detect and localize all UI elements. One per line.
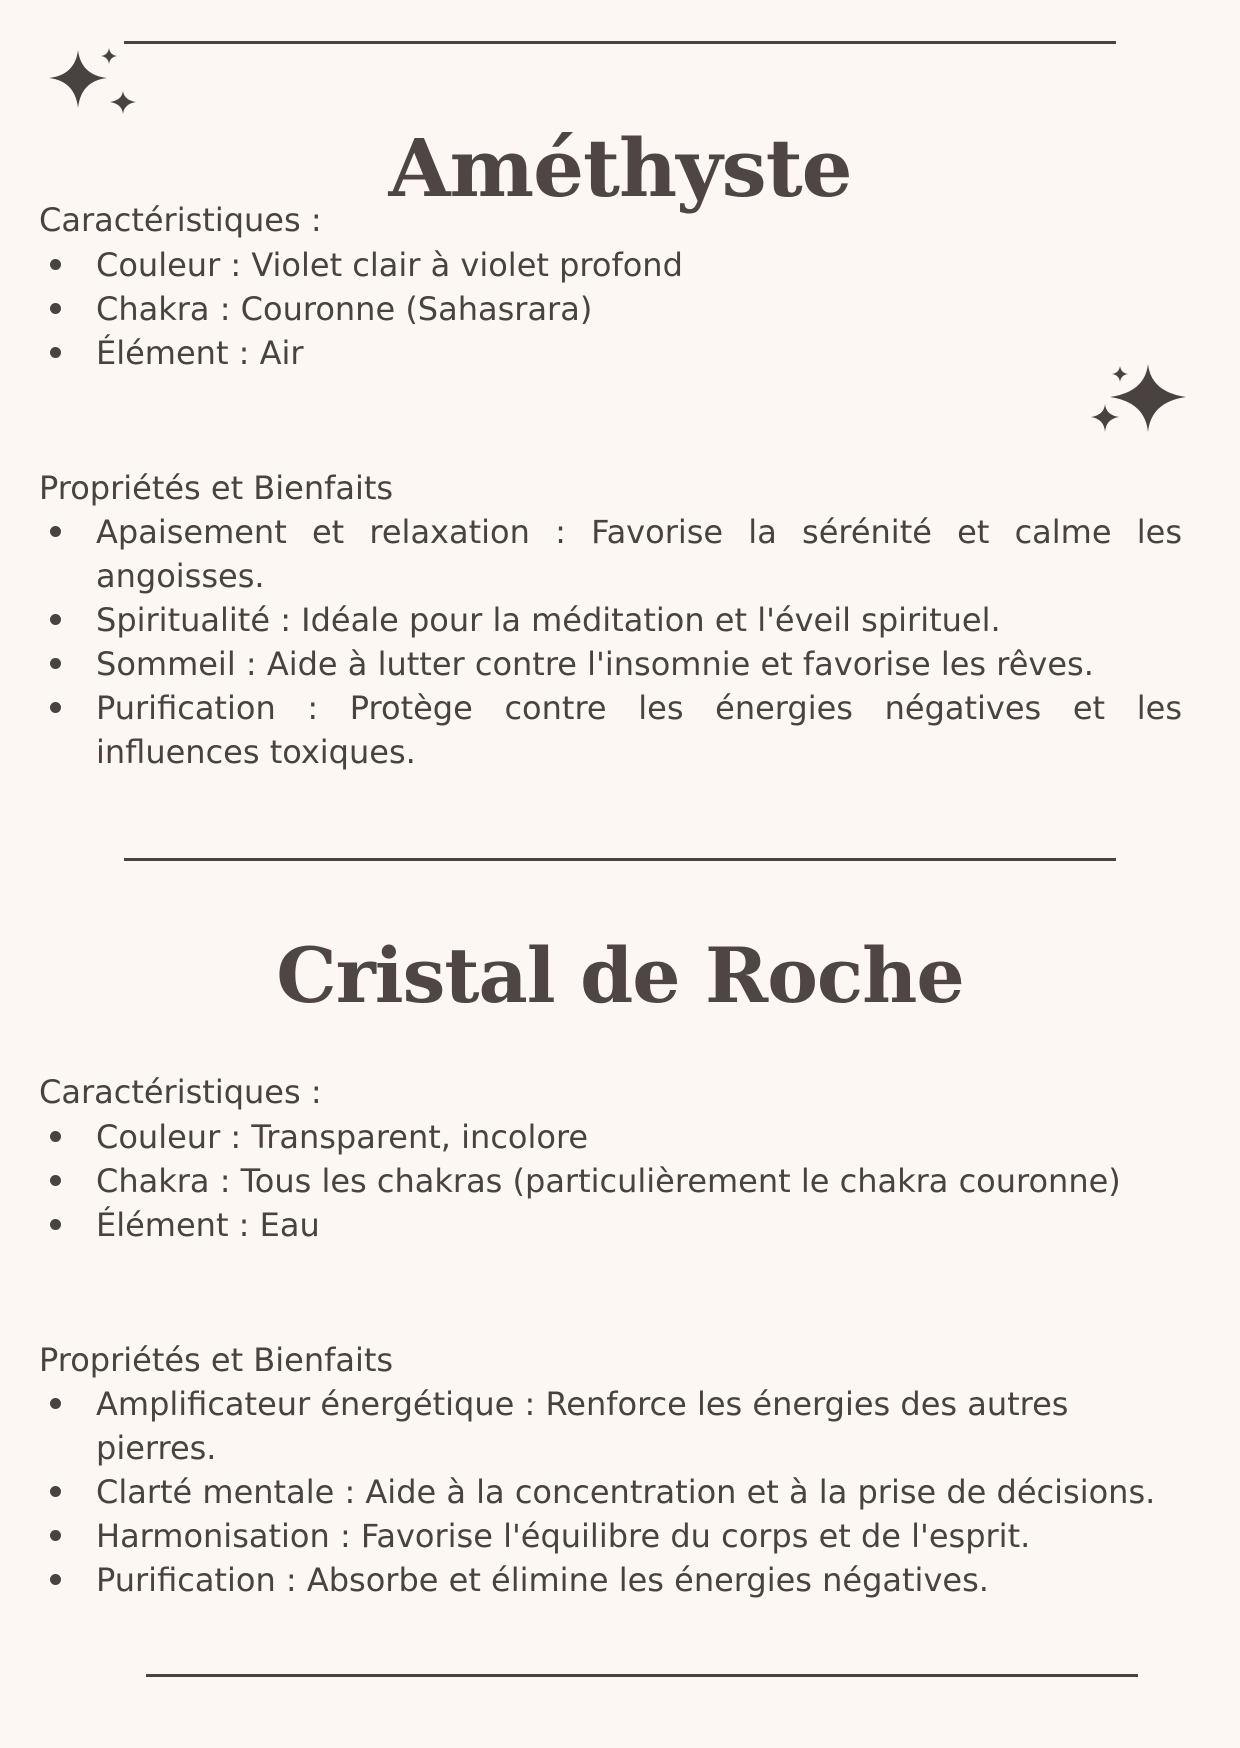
list-item: Couleur : Transparent, incolore (96, 1115, 1196, 1159)
characteristics-list (0, 243, 1196, 375)
benefits-heading: Propriétés et Bienfaits (39, 469, 394, 507)
section-title: Améthyste (388, 121, 852, 215)
list-item: Élément : Air (96, 331, 1196, 375)
section-title: Cristal de Roche (276, 931, 964, 1020)
list-item: Sommeil : Aide à lutter contre l'insomnie et favorise les rêves. (96, 642, 1182, 686)
list-item: Clarté mentale : Aide à la concentration et à la prise de décisions. (96, 1470, 1196, 1514)
benefits-list (0, 1382, 1196, 1602)
characteristics-heading: Caractéristiques : (39, 1073, 322, 1111)
list-item: Apaisement et relaxation : Favorise la sérénité et calme les angoisses. (96, 510, 1182, 598)
characteristics-heading: Caractéristiques : (39, 201, 322, 239)
list-item: Couleur : Violet clair à violet profond (96, 243, 1196, 287)
list-item: Harmonisation : Favorise l'équilibre du corps et de l'esprit. (96, 1514, 1196, 1558)
list-item: Spiritualité : Idéale pour la méditation et l'éveil spirituel. (96, 598, 1182, 642)
benefits-heading: Propriétés et Bienfaits (39, 1341, 394, 1379)
list-item: Élément : Eau (96, 1203, 1196, 1247)
sparkle-icon (38, 44, 148, 124)
top-divider (124, 41, 1116, 44)
middle-divider (124, 858, 1116, 861)
list-item: Chakra : Tous les chakras (particulièrement le chakra couronne) (96, 1159, 1196, 1203)
benefits-list (0, 510, 1182, 774)
bottom-divider (146, 1674, 1138, 1677)
list-item: Amplificateur énergétique : Renforce les énergies des autres pierres. (96, 1382, 1196, 1470)
list-item: Purification : Absorbe et élimine les énergies négatives. (96, 1558, 1196, 1602)
list-item: Purification : Protège contre les énergies négatives et les influences toxiques. (96, 686, 1182, 774)
characteristics-list (0, 1115, 1196, 1247)
list-item: Chakra : Couronne (Sahasrara) (96, 287, 1196, 331)
